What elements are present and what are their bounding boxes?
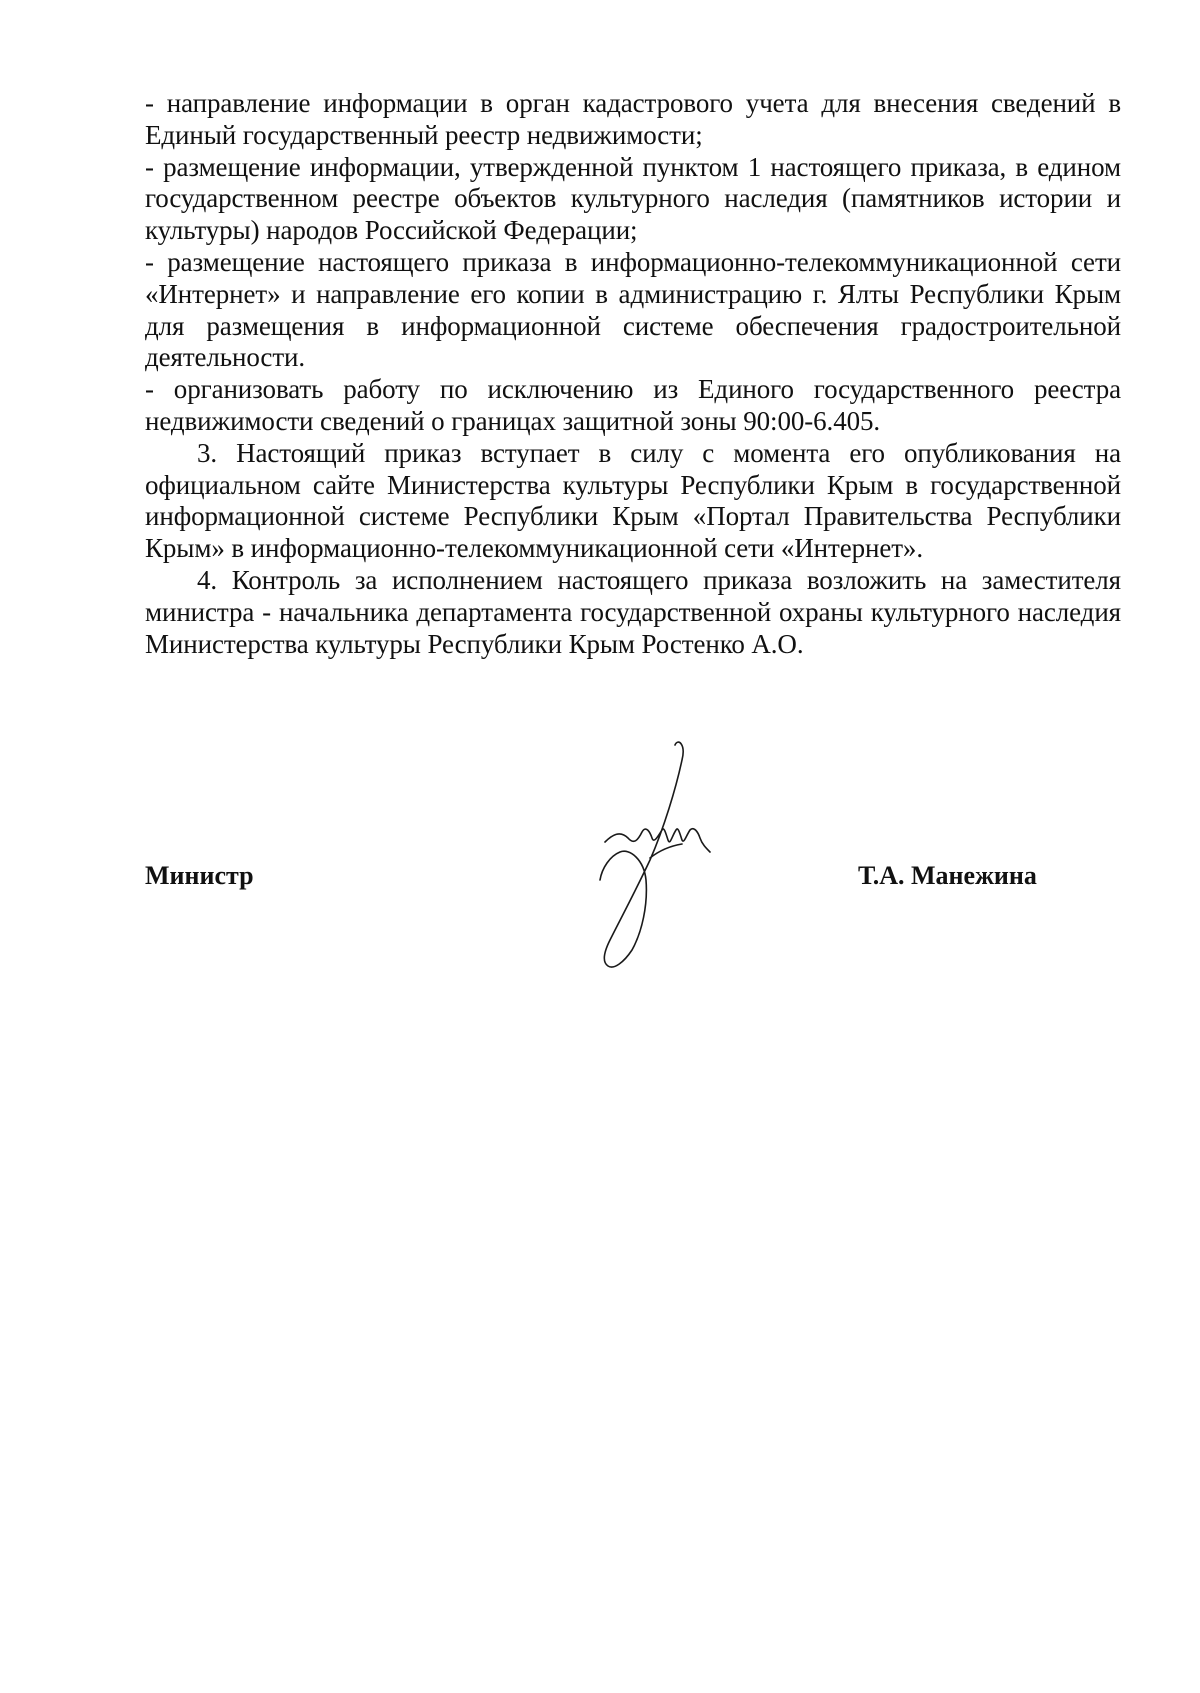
document-body: [145, 88, 1121, 660]
handwritten-signature-icon: [590, 740, 790, 980]
paragraph-cadastral: - направление информации в орган кадастрового учета для внесения сведений в Единый государственный реестр недвижимости;: [145, 88, 1121, 150]
signature-block: [0, 740, 1200, 980]
signatory-title: Министр: [145, 861, 254, 890]
paragraph-protection-zone: - организовать работу по исключению из Единого государственного реестра недвижимости сведений о границах защитной зоны 90:00-6.405.: [145, 374, 1121, 436]
paragraph-heritage-registry: - размещение информации, утвержденной пунктом 1 настоящего приказа, в едином государственном реестре объектов культурного наследия (памятников истории и культуры) народов Российской Федерации;: [145, 151, 1121, 246]
paragraph-item-4: 4. Контроль за исполнением настоящего приказа возложить на заместителя министра - начальника департамента государственной охраны культурного наследия Министерства культуры Республики Крым Ростенко А.О.: [145, 564, 1121, 659]
paragraph-internet-publication: - размещение настоящего приказа в информационно-телекоммуникационной сети «Интернет» и направление его копии в администрацию г. Ялты Республики Крым для размещения в информационной системе обеспечения градостроительной деятельности.: [145, 246, 1121, 373]
paragraph-item-3: 3. Настоящий приказ вступает в силу с момента его опубликования на официальном сайте Министерства культуры Республики Крым в государственной информационной системе Республики Крым «Портал Правительства Республики Крым» в информационно-телекоммуникационной сети «Интернет».: [145, 437, 1121, 564]
signatory-name: Т.А. Манежина: [858, 861, 1037, 890]
